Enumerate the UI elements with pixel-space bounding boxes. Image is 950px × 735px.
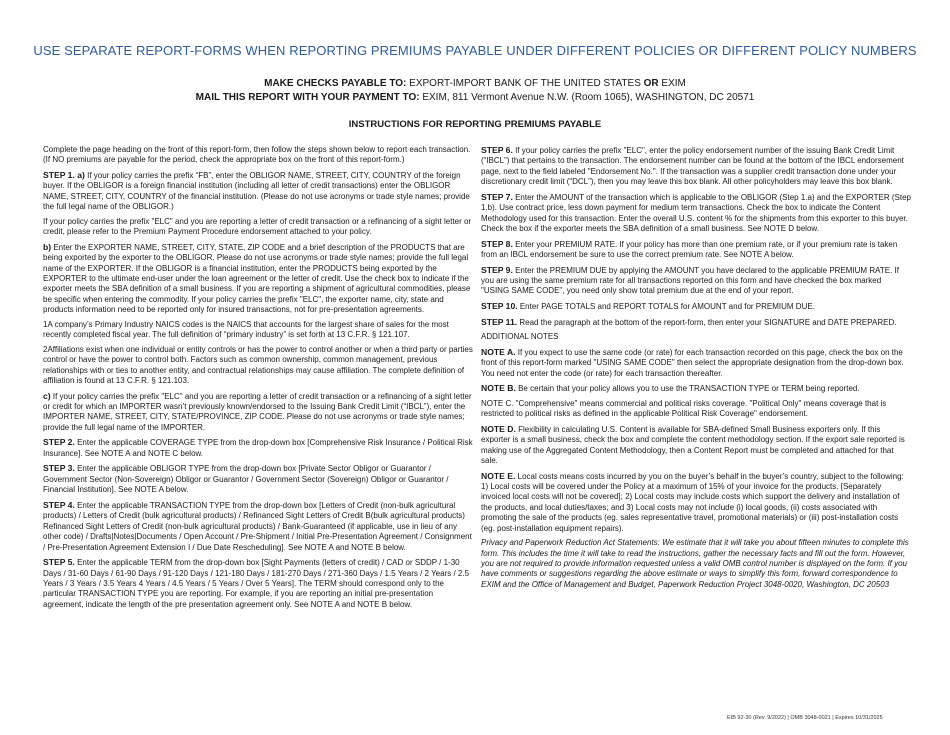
left-column [43, 145, 475, 614]
step-9-text: Enter the PREMIUM DUE by applying the AMOUNT you have declared to the applicable PREMIUM RATE. If you are using the same premium rate for all transactions reported on this form and have checked the box marked "USING SAME CODE", you need only show total premium due at the end of your report. [481, 265, 899, 296]
note-b-text: Be certain that your policy allows you to use the TRANSACTION TYPE or TERM being reported. [515, 384, 860, 394]
step-7-label: STEP 7. [481, 191, 513, 202]
step-5-text: Enter the applicable TERM from the drop-down box [Sight Payments (letters of credit) / CAD or SDDP / 1-30 Days / 31-60 Days / 61-90 Days / 91-120 Days / 121-180 Days / 181-270 Days / 271-360 Days / 1.5 Years / 2 Years / 2.5 Years / 3 Years / 3.5 Years 4 Years / 4.5 Years / 5 Years / Over 5 Years]. The TERM should correspond only to the particular TRANSACTION TYPE you are reporting. For example, if you are reporting an initial pre-presentation agreement, indicate the length of the pre presentation agreement only. See NOTE A and NOTE B below. [43, 558, 470, 609]
right-column [481, 145, 911, 594]
step-6-text: If your policy carries the prefix "ELC", enter the policy endorsement number of the issuing Bank Credit Limit (“IBCL”) that pertains to the transaction. The endorsement number can be found at the bottom of the IBCL endorsement page, next to the field labeled "Endorsement No.". If the transaction was a supplier credit transaction done under your discretionary credit limit (“DCL”), then you may leave this box blank. All other policyholders may leave this box blank. [481, 146, 904, 187]
note-e [481, 471, 911, 534]
step-1a-text: If your policy carries the prefix “FB”, enter the OBLIGOR NAME, STREET, CITY, COUNTRY of the foreign buyer. If the OBLIGOR is a foreign financial institution (including all letter of credit transactions) enter the OBLIGOR NAME, STREET, CITY, COUNTRY of the financial institution. (Please do not use acronyms or trade style names; provide the full legal name of the OBLIGOR.) [43, 171, 470, 212]
footnote-2: 2Affiliations exist when one individual or entity controls or has the power to control another or when a third party or parties control or have the power to control both. Factors such as common ownership, common management, previous relationships with or ties to another entity, and contractual relationships may cause affiliation. The complete definition of affiliation is found at 13 C.F.R. § 121.103. [43, 344, 473, 386]
checks-payable-label: MAKE CHECKS PAYABLE TO: [264, 78, 407, 89]
step-11-label: STEP 11. [481, 316, 518, 327]
elc-note: If your policy carries the prefix "ELC" and you are reporting a letter of credit transaction or a refinancing of a sight letter or credit, please refer to the Premium Payment Procedure endorsement attached to your policy. [43, 216, 472, 237]
step-9 [481, 265, 911, 297]
step-4-text: Enter the applicable TRANSACTION TYPE from the drop-down box [Letters of Credit (non-bulk agricultural products) / Letters of Credit (bulk agricultural products) / Refinanced Sight Letters of Credit B(bulk agricultural products) Refinanced Sight Letters of Credit (non-bulk agricultural products) / Bank-Guaranteed (if applicable, use in lieu of any other code) / Drafts|Notes|Documents / Open Account / Pre-Shipment / Initial Pre-Presentation Agreement / Consignment / Pre-Presentation Agreement Extension I / Due Date Rescheduling]. See NOTE A and NOTE B below. [43, 500, 472, 552]
step-1b-text: Enter the EXPORTER NAME, STREET, CITY, STATE, ZIP CODE and a brief description of the PRODUCTS that are being exported by the exporter to the OBLIGOR. Please do not use acronyms or trade style names; provide the full legal name of the EXPORTER. If the OBLIGOR is a financial institution, enter the PRODUCTS being exported by the EXPORTER to the ultimate end-user under the loan agreement or the letter of credit. Use the check box to indicate if the exporter meets the SBA definition of a small business. If you are reporting a shipment of agricultural commodities, please be specific when entering the commodity. If your policy carries the prefix "ELC", the exporter name, city, state and products information need to be reported only for insured transactions, not for pre-presentation agreements. [43, 242, 471, 315]
instructions-title: INSTRUCTIONS FOR REPORTING PREMIUMS PAYABLE [348, 119, 602, 130]
step-2-text: Enter the applicable COVERAGE TYPE from the drop-down box [Comprehensive Risk Insurance / Political Risk Insurance]. See NOTE A and NOTE C below. [43, 438, 473, 458]
step-3-label: STEP 3. [43, 463, 75, 474]
note-a-label: NOTE A. [481, 346, 516, 357]
step-1b-label: b) [43, 241, 52, 252]
note-e-text: Local costs means costs incurred by you on the buyer’s behalf in the buyer’s country, subject to the following: 1) Local costs will be covered under the Policy at a maximum of 15% of your invoice for the products. [Separately invoiced local costs will not be covered]; 2) Local costs may include costs which support the delivery and installation of the products, and local duties/taxes; and 3) Local costs may not include (i) local goods, (ii) costs associated with promoting the sale of the products (eg. sales representative travel, promotional materials) or (iii) post-installation costs (eg. post-installation equipment repairs). [481, 471, 904, 533]
mail-report-line [0, 92, 950, 103]
note-a [481, 347, 911, 379]
step-8-text: Enter your PREMIUM RATE. If your policy has more than one premium rate, or if your premium rate is taken from an IBCL endorsement be sure to use the correct premium rate. See NOTE A below. [481, 239, 898, 260]
privacy-statement: Privacy and Paperwork Reduction Act Statements: We estimate that it will take you about fifteen minutes to complete this form. This includes the time it will take to read the instructions, gather the necessary facts and fill out the form. However, you are not required to provide information requested unless a valid OMB control number is displayed on the form. If you have comments or suggestions regarding the above estimate or ways to simplify this form, forward correspondence to EXIM and the Office of Management and Budget, Paperwork Reduction Project 3048-0020, Washington, DC 20503 [481, 538, 909, 589]
step-3 [43, 463, 475, 495]
page-banner: USE SEPARATE REPORT-FORMS WHEN REPORTING PREMIUMS PAYABLE UNDER DIFFERENT POLICIES OR DIFFERENT POLICY NUMBERS [33, 43, 917, 58]
step-3-text: Enter the applicable OBLIGOR TYPE from the drop-down box [Private Sector Obligor or Guarantor / Government Sector (Non-Sovereign) Obligor or Guarantor / Government Sector (Sovereign) Obligor or Guarantor / Financial Institution]. See NOTE A below. [43, 464, 449, 495]
additional-notes-heading: ADDITIONAL NOTES [481, 332, 559, 342]
step-9-label: STEP 9. [481, 264, 513, 275]
note-d-label: NOTE D. [481, 423, 516, 434]
step-6-label: STEP 6. [481, 145, 513, 155]
step-1a-label: STEP 1. a) [43, 170, 85, 180]
step-11-text: Read the paragraph at the bottom of the report-form, then enter your SIGNATURE and DATE PREPARED. [517, 317, 897, 327]
step-1c [43, 391, 475, 434]
mail-report-value: EXIM, 811 Vermont Avenue N.W. (Room 1065), WASHINGTON, DC 20571 [419, 92, 755, 103]
step-8-label: STEP 8. [481, 238, 513, 249]
step-1c-text: If your policy carries the prefix "ELC" and you are reporting a letter of credit transaction or a refinancing of a sight letter or credit for which an IMPORTER wasn’t previously known/endorsed to the Issuing Bank Credit Limit (“IBCL”), enter the IMPORTER NAME, STREET, CITY, STATE/PROVINCE, ZIP CODE. Please do not use acronyms or trade style names; provide the full legal name of the IMPORTER. [43, 391, 472, 432]
note-c: NOTE C. "Comprehensive" means commercial and political risks coverage. "Political Only" means coverage that is restricted to political risks as defined in the applicable Political Risk Coverage" endorsement. [481, 398, 887, 419]
step-2 [43, 437, 475, 459]
checks-payable-line [0, 78, 950, 89]
step-5-label: STEP 5. [43, 557, 75, 568]
note-a-text: If you expect to use the same code (or rate) for each transaction recorded on this page, check the box on the front of this report-form marked "USING SAME CODE" then select the appropriate designation from the drop-down box. You need not enter the code (or rate) for each transaction thereafter. [481, 347, 904, 378]
step-11 [481, 317, 911, 328]
step-4-label: STEP 4. [43, 499, 75, 510]
step-4 [43, 500, 475, 553]
footnote-1: 1A company’s Primary Industry NAICS codes is the NAICS that accounts for the largest share of sales for the most recently completed fiscal year. The full definition of “primary industry” is set forth at 13 C.F.R. § 121.107. [43, 319, 449, 340]
step-8 [481, 239, 911, 261]
step-1a [43, 170, 475, 213]
note-d [481, 424, 911, 467]
note-b-label: NOTE B. [481, 383, 516, 394]
form-footer: EIB 92-30 (Rev. 9/2022) | OMB 3048-0021 | Expires 10/31/2025 [727, 715, 883, 721]
note-e-label: NOTE E. [481, 470, 516, 481]
checks-payable-value-2: EXIM [658, 78, 686, 89]
step-1c-label: c) [43, 390, 51, 401]
step-7-text: Enter the AMOUNT of the transaction which is applicable to the OBLIGOR (Step 1.a) and the EXPORTER (Step 1.b). Use contract price, less down payment for medium term transactions. Check the box to indicate the Content Methodology used for this transaction. Enter the overall U.S. content % for the shipments from this exporter to this buyer. Check the box if the exporter meets the SBA definition of a small business. See NOTE D below. [481, 192, 911, 234]
step-7 [481, 192, 911, 235]
step-10-label: STEP 10. [481, 301, 518, 312]
or-label: OR [643, 78, 659, 89]
step-6 [481, 145, 911, 188]
mail-report-label: MAIL THIS REPORT WITH YOUR PAYMENT TO: [195, 92, 420, 103]
intro-paragraph: Complete the page heading on the front of this report-form, then follow the steps shown below to report each transaction. (If NO premiums are payable for the period, check the appropriate box on the front of this report-form.) [43, 145, 471, 165]
note-d-text: Flexibility in calculating U.S. Content is available for SBA-defined Small Business exporters only. If this exporter is a small business, check the box and complete the content methodology section. If the export sale reported is making use of the Aggregated Content Methodology, then a Content Report must be completed and attached for that sale. [481, 424, 905, 466]
step-2-label: STEP 2. [43, 437, 75, 448]
step-10-text: Enter PAGE TOTALS and REPORT TOTALS for AMOUNT and for PREMIUM DUE. [517, 302, 815, 312]
checks-payable-value: EXPORT-IMPORT BANK OF THE UNITED STATES [406, 78, 644, 89]
step-10 [481, 301, 911, 312]
step-1b [43, 242, 475, 316]
note-b [481, 383, 911, 394]
step-5 [43, 557, 475, 610]
